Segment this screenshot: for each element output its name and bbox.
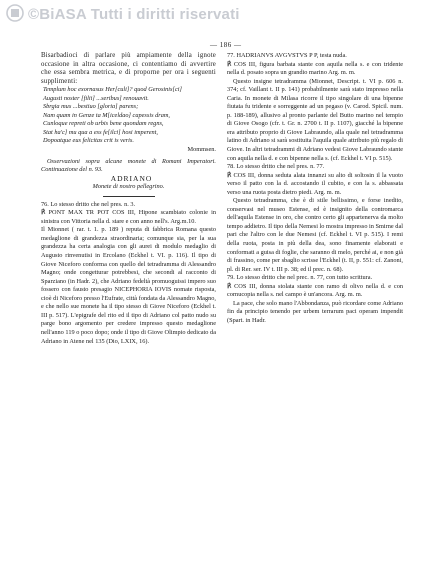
- left-column-paragraph: Nam quam in Genze ta M[iceldao] capessis dram,: [43, 111, 170, 119]
- right-column-paragraph: ℟ COS III, donna seduta alata innanzi su alto di soltosin il la vuoto verso il patto con la d. accostando il cubito, e con la s. abbassata verso una ruota posta dietro piedi. Arg. m. m.: [227, 171, 403, 196]
- left-column-paragraph: Il Mionnet ( rar. t. 1. p. 189 ) reputa di fabbrica Romana questo medaglione di grandezza straordinaria; comunque sia, per la sua grandezza ha certa analogia con gli aurei di modulo medaglio di Augusto rinvenutisi in Ercolano (Eckhel t. VI. p. 116). Il tipo di Giove Niceforo conforma con quello del tetradramma di Alessandro Magno; onde congetturar potrebbesi, che secondi al racconto di Sparziano (in Hadr. 2), che Adriano fedeltà promuoguissi impero suo fossero con fausto presagio NICEPHORIA IOVIS nomate risposta, cioè di Niceforo presso l'Eufrate, città fondata da Alessandro Magno, e che nello sue monete ha il tipo stesso di Giove Niceforo (Eckhel t. III p. 517). L'epigrafe del rito ed il tipo di Adriano col patto nudo su parge bono argomento per credere impresso questo medaglione nell'anno 119 o poco dopo; onde il tipo di Giove Olimpio dedicato da Adriano in Atene nel 135 (Dio, LXIX, 16).: [41, 226, 216, 345]
- left-column-paragraph: Sbrgia mus ...bestiuo [gloria] parens;: [43, 103, 139, 111]
- left-column-paragraph: Mommsen.: [187, 146, 216, 154]
- right-column-paragraph: Questo tetradramma, che è di stile bellissimo, e forse inedito, conservasi nel museo Estense, ed è insignito della contromarca dell'aquila Estense in oro, che contro certo gli appartenerva da molto tempo addietro. Il tipo della Nemesi lo mostra impresso in Smirne dal pari che l'altro con le due Nemesi (cf. Eckhel t. VI p. 515). I remi della ruota, posta in più della dea, sono finamente elaborati e conformati a guisa di foglie, che saranno di melo, perché ai, e non già di frassino, come per sbaglio scrisse l'Eckhel (t. II, p. 551: cf. Zanoni, pl. di Rer. ser. IV t. III p. 38; ed il prec. n. 68).: [227, 197, 403, 273]
- left-column-paragraph: ℟ PONT MAX TR POT COS III, Hipone scambiato colonie in sinistra con Vittoria nella d. stare e con anno nell's. Arg.m.10.: [41, 209, 216, 225]
- left-column-paragraph: Stat ha'c] mu qua a ess fe[ilci] hosi imperent,: [43, 128, 158, 136]
- left-column-paragraph: Bisarbadioci di parlare più ampiamente della ignote occasione in altra occasione, ci contentiamo di avvertire che essa sembra metrica, e di proporne per ora i seguenti supplimenti:: [41, 52, 216, 85]
- left-column-paragraph: Cunloque repreti ob urbis bene quondam regns,: [43, 120, 164, 128]
- right-column-paragraph: 79. Lo stesso dritto che nel prec. n. 77, con tutto scrittura.: [227, 274, 373, 282]
- left-column-paragraph: Augusti noster [filii] ...seribus] renouavit.: [43, 94, 149, 102]
- section-divider: [103, 196, 155, 197]
- right-column-paragraph: Questo insigne tetradramma (Mionnet, Descript. t. VI p. 606 n. 374; cf. Vaillant t. II p. 141) probabilmente sarà stato impresso nella Caria. In monete di Milasa ricorre il tipo singolare di una bipenne fiutata fu tridente e sorreggente ad un pegaso (v. Carod. Spicil. num. p. 188-189), allusivo al pronto parlante del Butto marino nel tempio di Giove Osogo (cfr. t. Gr. n. 2700 t. II p. 1107), giacché la bipenne era attributo proprio di Giove Labraundo, alla quale nel tetradramma latino di Adriano si sarà sostituita l'aquila quale attributo più regalo di Giove. In altri tetradrammi di Adriano vedesi Giove Labraundo stante con aquila nella d. e con bipenne nella s. (cf. Eckhel t. VI p. 515).: [227, 77, 403, 162]
- watermark-text: ©BiASA Tutti i diritti riservati: [28, 6, 240, 23]
- left-column-paragraph: Dopoatque eus felicitas crit is veris.: [43, 137, 134, 145]
- library-logo-icon: [6, 4, 24, 22]
- right-column: [227, 52, 403, 326]
- right-column-paragraph: 78. Lo stesso dritto che nel pres. n. 77.: [227, 163, 325, 171]
- left-column-paragraph: Templum hoc exornasus Her[culi]? quod Gerosinis[ci]: [43, 86, 182, 94]
- left-column: [41, 52, 216, 346]
- left-column-paragraph: 76. Lo stesso dritto che nel pres. n. 3.: [41, 200, 136, 208]
- left-column-paragraph: Monete di nostro pellegrino.: [92, 183, 165, 191]
- right-column-paragraph: ℟ COS III, donna stolata stante con ramo di olivo nella d. e con cornucopia nella s. nel campo è un'ancora. Arg. m. m.: [227, 282, 403, 299]
- right-column-paragraph: La pace, che solo mano l'Abbondanza, può ricordare come Adriano fin da principio tenendo per urbem terrarum paci operam impendit (Spart. in Hadr.: [227, 299, 403, 324]
- page-number: — 186 —: [210, 41, 242, 49]
- right-column-paragraph: ℟ COS III, figura barbata stante con aquila nella s. e con tridente nella d. posato sopra un grandio marino Arg. m. m.: [227, 60, 403, 77]
- left-column-paragraph: Osservazioni sopra alcune monete di Romani Imperatori. Continuazione del n. 93.: [41, 157, 216, 174]
- watermark: [6, 4, 240, 23]
- right-column-paragraph: 77. HADRIANVS AVGVSTVS P P, testa nuda.: [227, 52, 347, 59]
- left-column-paragraph: ADRIANO: [110, 173, 153, 183]
- watermark-bar: [0, 0, 437, 34]
